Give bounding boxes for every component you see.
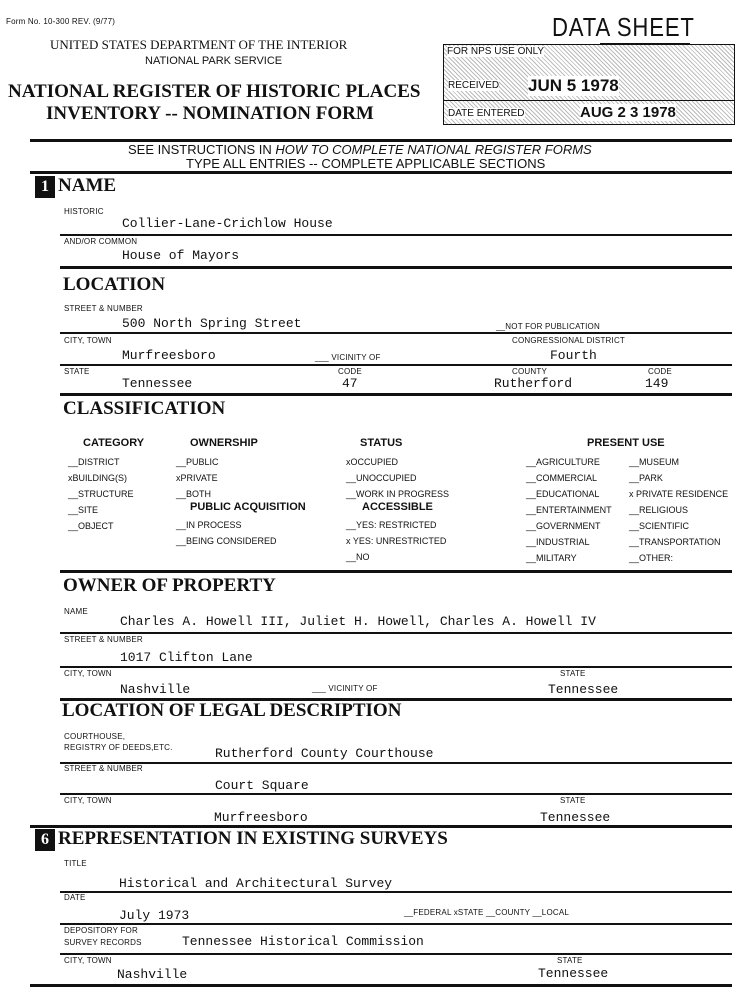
date-entered-label: DATE ENTERED xyxy=(448,108,525,119)
location-rule-1 xyxy=(60,332,732,334)
present-use-list-2 xyxy=(629,454,728,566)
use-military: __MILITARY xyxy=(526,553,577,563)
depository-label-2: SURVEY RECORDS xyxy=(64,938,142,947)
name-rule-2 xyxy=(60,266,732,269)
use-agriculture: __AGRICULTURE xyxy=(526,457,600,467)
survey-title-label: TITLE xyxy=(64,859,87,868)
accessible-list xyxy=(346,517,446,565)
survey-rule-2 xyxy=(60,923,732,925)
survey-city: Nashville xyxy=(117,967,188,982)
form-number: Form No. 10-300 REV. (9/77) xyxy=(6,17,116,26)
owner-name: Charles A. Howell III, Juliet H. Howell, Charles A. Howell IV xyxy=(120,614,596,629)
section-owner-heading: OWNER OF PROPERTY xyxy=(63,575,276,596)
courthouse-label: COURTHOUSE, xyxy=(64,732,126,741)
county-name: Rutherford xyxy=(494,376,573,391)
survey-date-label: DATE xyxy=(64,893,86,902)
survey-rule-3 xyxy=(60,953,732,955)
received-label: RECEIVED xyxy=(448,80,500,91)
survey-city-label: CITY, TOWN xyxy=(64,956,112,965)
congressional-label: CONGRESSIONAL DISTRICT xyxy=(512,336,626,345)
acquisition-heading: PUBLIC ACQUISITION xyxy=(190,501,306,513)
legal-city: Murfreesboro xyxy=(214,810,308,825)
acquisition-in-process: __IN PROCESS xyxy=(176,520,242,530)
category-heading: CATEGORY xyxy=(83,437,145,449)
state-code: 47 xyxy=(342,376,358,391)
location-street: 500 North Spring Street xyxy=(122,316,302,331)
survey-title: Historical and Architectural Survey xyxy=(119,876,393,891)
courthouse-name: Rutherford County Courthouse xyxy=(215,746,434,761)
registry-label: REGISTRY OF DEEDS,ETC. xyxy=(64,743,173,752)
not-for-publication: __NOT FOR PUBLICATION xyxy=(496,322,600,331)
survey-levels: __FEDERAL xSTATE __COUNTY __LOCAL xyxy=(404,908,570,917)
owner-city-label: CITY, TOWN xyxy=(64,669,112,678)
status-occupied: xOCCUPIED xyxy=(346,457,399,467)
location-vicinity: ___ VICINITY OF xyxy=(315,353,381,362)
legal-rule-1 xyxy=(60,762,732,764)
use-educational: __EDUCATIONAL xyxy=(526,489,600,499)
received-stamp: JUN 5 1978 xyxy=(528,76,619,95)
acquisition-list xyxy=(176,517,277,549)
legal-state-label: STATE xyxy=(560,796,586,805)
name-rule-1 xyxy=(60,234,732,236)
instructions-rule xyxy=(30,171,732,174)
use-park: __PARK xyxy=(629,473,663,483)
category-object: __OBJECT xyxy=(68,521,114,531)
use-religious: __RELIGIOUS xyxy=(629,505,689,515)
category-district: __DISTRICT xyxy=(68,457,120,467)
location-rule-2 xyxy=(60,364,732,366)
legal-street-label: STREET & NUMBER xyxy=(64,764,143,773)
data-sheet-label: DATA SHEET xyxy=(552,12,695,42)
section-name-heading: 1 NAME xyxy=(35,175,116,198)
use-commercial: __COMMERCIAL xyxy=(526,473,598,483)
use-entertainment: __ENTERTAINMENT xyxy=(526,505,612,515)
county-code: 149 xyxy=(645,376,669,391)
ownership-heading: OWNERSHIP xyxy=(190,437,258,449)
location-state-label: STATE xyxy=(64,367,90,376)
survey-rule-1 xyxy=(60,891,732,893)
location-city: Murfreesboro xyxy=(122,348,216,363)
nps-divider xyxy=(444,100,734,101)
use-private-residence: x PRIVATE RESIDENCE xyxy=(629,489,729,499)
location-city-label: CITY, TOWN xyxy=(64,336,112,345)
ownership-public: __PUBLIC xyxy=(176,457,219,467)
category-site: __SITE xyxy=(68,505,99,515)
location-state: Tennessee xyxy=(122,376,193,391)
present-use-heading: PRESENT USE xyxy=(587,437,665,449)
status-heading: STATUS xyxy=(360,437,403,449)
section-legal-heading: LOCATION OF LEGAL DESCRIPTION xyxy=(62,700,402,721)
use-industrial: __INDUSTRIAL xyxy=(526,537,590,547)
owner-street: 1017 Clifton Lane xyxy=(120,650,253,665)
ownership-list xyxy=(176,454,219,502)
legal-rule-2 xyxy=(60,793,732,795)
instructions-line2: TYPE ALL ENTRIES -- COMPLETE APPLICABLE SECTIONS xyxy=(186,156,546,171)
classification-rule xyxy=(60,570,732,573)
survey-state-label: STATE xyxy=(557,956,583,965)
legal-city-label: CITY, TOWN xyxy=(64,796,112,805)
accessible-no: __NO xyxy=(346,552,370,562)
accessible-restricted: __YES: RESTRICTED xyxy=(346,520,437,530)
owner-state-label: STATE xyxy=(560,669,586,678)
date-entered-stamp: AUG 2 3 1978 xyxy=(580,104,676,121)
county-label: COUNTY xyxy=(512,367,547,376)
service-name: NATIONAL PARK SERVICE xyxy=(145,55,283,67)
accessible-heading: ACCESSIBLE xyxy=(362,501,433,513)
use-government: __GOVERNMENT xyxy=(526,521,601,531)
owner-rule-1 xyxy=(60,632,732,634)
depository-name: Tennessee Historical Commission xyxy=(182,934,424,949)
owner-state: Tennessee xyxy=(548,682,619,697)
accessible-unrestricted: x YES: UNRESTRICTED xyxy=(346,536,447,546)
acquisition-being-considered: __BEING CONSIDERED xyxy=(176,536,277,546)
owner-city: Nashville xyxy=(120,682,191,697)
form-title-line1: NATIONAL REGISTER OF HISTORIC PLACES xyxy=(8,81,421,102)
county-code-label: CODE xyxy=(648,367,672,376)
present-use-list-1 xyxy=(526,454,612,566)
category-building: xBUILDING(S) xyxy=(68,473,128,483)
historic-label: HISTORIC xyxy=(64,207,104,216)
status-unoccupied: __UNOCCUPIED xyxy=(346,473,417,483)
category-structure: __STRUCTURE xyxy=(68,489,134,499)
common-name: House of Mayors xyxy=(122,248,240,263)
survey-state: Tennessee xyxy=(538,966,609,981)
state-code-label: CODE xyxy=(338,367,362,376)
form-title-line2: INVENTORY -- NOMINATION FORM xyxy=(46,103,374,124)
owner-rule-2 xyxy=(60,666,732,668)
owner-vicinity: ___ VICINITY OF xyxy=(312,684,378,693)
ownership-private: xPRIVATE xyxy=(176,473,218,483)
status-list xyxy=(346,454,449,502)
status-work-in-progress: __WORK IN PROGRESS xyxy=(346,489,450,499)
owner-street-label: STREET & NUMBER xyxy=(64,635,143,644)
instructions-line1: SEE INSTRUCTIONS IN HOW TO COMPLETE NATIONAL REGISTER FORMS xyxy=(128,142,592,157)
survey-rule-4 xyxy=(30,984,732,987)
use-other: __OTHER: xyxy=(629,553,674,563)
category-list xyxy=(68,454,134,534)
depository-label-1: DEPOSITORY FOR xyxy=(64,926,138,935)
congressional-district: Fourth xyxy=(550,348,597,363)
section-surveys-heading: 6 REPRESENTATION IN EXISTING SURVEYS xyxy=(35,828,448,851)
owner-name-label: NAME xyxy=(64,607,88,616)
ownership-both: __BOTH xyxy=(176,489,212,499)
common-label: AND/OR COMMON xyxy=(64,237,138,246)
survey-date: July 1973 xyxy=(119,908,190,923)
historic-name: Collier-Lane-Crichlow House xyxy=(122,216,333,231)
legal-state: Tennessee xyxy=(540,810,611,825)
use-transportation: __TRANSPORTATION xyxy=(629,537,721,547)
location-street-label: STREET & NUMBER xyxy=(64,304,143,313)
location-rule-3 xyxy=(60,393,732,396)
legal-street: Court Square xyxy=(215,778,309,793)
department-name: UNITED STATES DEPARTMENT OF THE INTERIOR xyxy=(50,37,348,52)
use-scientific: __SCIENTIFIC xyxy=(629,521,690,531)
nps-use-label: FOR NPS USE ONLY xyxy=(447,46,545,57)
use-museum: __MUSEUM xyxy=(629,457,680,467)
section-classification-heading: CLASSIFICATION xyxy=(63,398,226,419)
section-location-heading: LOCATION xyxy=(63,274,166,295)
